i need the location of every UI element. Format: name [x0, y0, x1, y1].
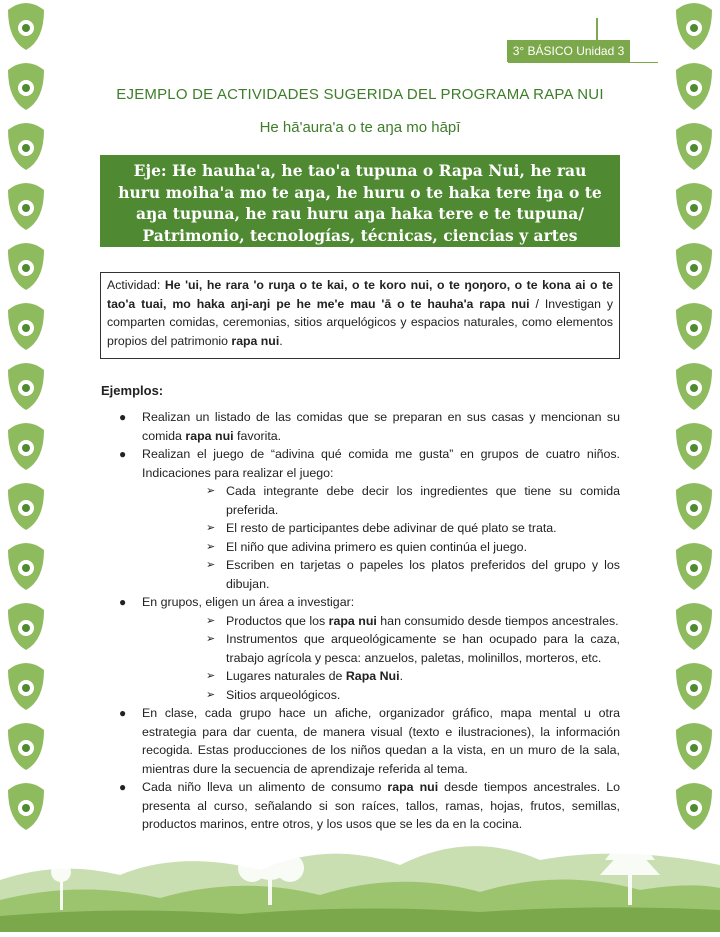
arrow-bullet-icon: ➢ [206, 670, 216, 682]
decorative-border-left [4, 0, 48, 860]
ejemplos-list [100, 408, 620, 834]
arrow-bullet-icon: ➢ [206, 559, 216, 571]
badge-tick [596, 18, 598, 40]
arrow-bullet-icon: ➢ [206, 485, 216, 497]
sub-item: ➢ Instrumentos que arqueológicamente se han ocupado para la caza, trabajo agrícola y pesca: anzuelos, paletas, molinillos, morteros, etc. [206, 632, 620, 665]
arrow-bullet-icon: ➢ [206, 633, 216, 645]
actividad-label: Actividad: [107, 278, 161, 292]
bullet-icon: ● [119, 780, 127, 794]
eje-text: Eje: He hauha'a, he tao'a tupuna o Rapa Nui, he rau huru moiha'a mo te aŋa, he huru o te haka tere iŋa o te aŋa tupuna, he rau huru aŋa haka tere e te tupuna/ Patrimonio, tecnologías, técnicas, ciencias y artes ancestrales. [118, 161, 602, 266]
list-item: ● Realizan el juego de “adivina qué comida me gusta” en grupos de cuatro niños. Indicaciones para realizar el juego: [119, 447, 620, 480]
eje-box [100, 155, 620, 266]
bullet-icon: ● [119, 706, 127, 720]
page-subtitle: He hā'aura'a o te aŋa mo hāpī [259, 119, 461, 136]
actividad-separator: / [529, 296, 545, 311]
sub-item: ➢ Cada integrante debe decir los ingredientes que tiene su comida preferida. [206, 484, 620, 517]
arrow-bullet-icon: ➢ [206, 522, 216, 534]
actividad-rapa-nui: rapa nui [231, 333, 280, 348]
sub-item: ➢ Sitios arqueológicos. [100, 686, 620, 705]
sub-item: ➢ Lugares naturales de Rapa Nui. [100, 667, 620, 686]
bullet-icon: ● [119, 447, 127, 461]
list-item: ● En clase, cada grupo hace un afiche, organizador gráfico, mapa mental u otra estrategia para dar cuenta, de manera visual (texto e ilustraciones), la información recogida. Estas producciones de los niños quedan a la vista, en un muro de la sala, mientras dure la secuencia de aprendizaje referida al tema. [119, 706, 620, 776]
actividad-box [100, 272, 620, 359]
actividad-rapanui: He 'ui, he rara 'o ruŋa o te kai, o te koro nui, o te ŋoŋoro, o te kona ai o te tao'a tuai, mo haka aŋi-aŋi pe he me'e mau 'ā o te hauha'a rapa nui [107, 278, 614, 311]
list-item: ● Cada niño lleva un alimento de consumo rapa nui desde tiempos ancestrales. Lo presenta al curso, señalando si son raíces, tallos, ramas, hojas, frutos, semillas, productos marinos, entre otros, y los usos que se les da en la cocina. [119, 780, 620, 831]
sub-item: ➢ Productos que los rapa nui han consumido desde tiempos ancestrales. [100, 612, 620, 631]
page-title: EJEMPLO DE ACTIVIDADES SUGERIDA DEL PROGRAMA RAPA NUI [116, 86, 604, 103]
actividad-spanish: Investigan y comparten comidas, ceremonias, sitios arquelógicos y espacios naturales, como elementos propios del patrimonio [107, 296, 614, 348]
arrow-bullet-icon: ➢ [206, 540, 216, 553]
grade-unit-badge: 3° BÁSICO Unidad 3 [507, 40, 630, 62]
actividad-end: . [279, 333, 283, 348]
sub-item: ➢ El resto de participantes debe adivinar de qué plato se trata. [100, 519, 620, 538]
badge-underline [508, 62, 658, 63]
list-item: ● Realizan un listado de las comidas que se preparan en sus casas y mencionan su comida rapa nui favorita. [119, 410, 620, 443]
bullet-icon: ● [119, 410, 127, 424]
sub-item: ➢ El niño que adivina primero es quien continúa el juego. [100, 538, 620, 557]
actividad-text [107, 276, 613, 350]
decorative-border-right [672, 0, 716, 860]
ejemplos-label: Ejemplos: [101, 383, 164, 398]
arrow-bullet-icon: ➢ [206, 688, 216, 701]
arrow-bullet-icon: ➢ [206, 614, 216, 627]
list-item: ● En grupos, eligen un área a investigar: [100, 593, 620, 612]
footer-landscape-illustration [0, 820, 720, 932]
bullet-icon: ● [119, 595, 127, 609]
sub-item: ➢ Escriben en tarjetas o papeles los platos preferidos del grupo y los dibujan. [206, 558, 620, 591]
